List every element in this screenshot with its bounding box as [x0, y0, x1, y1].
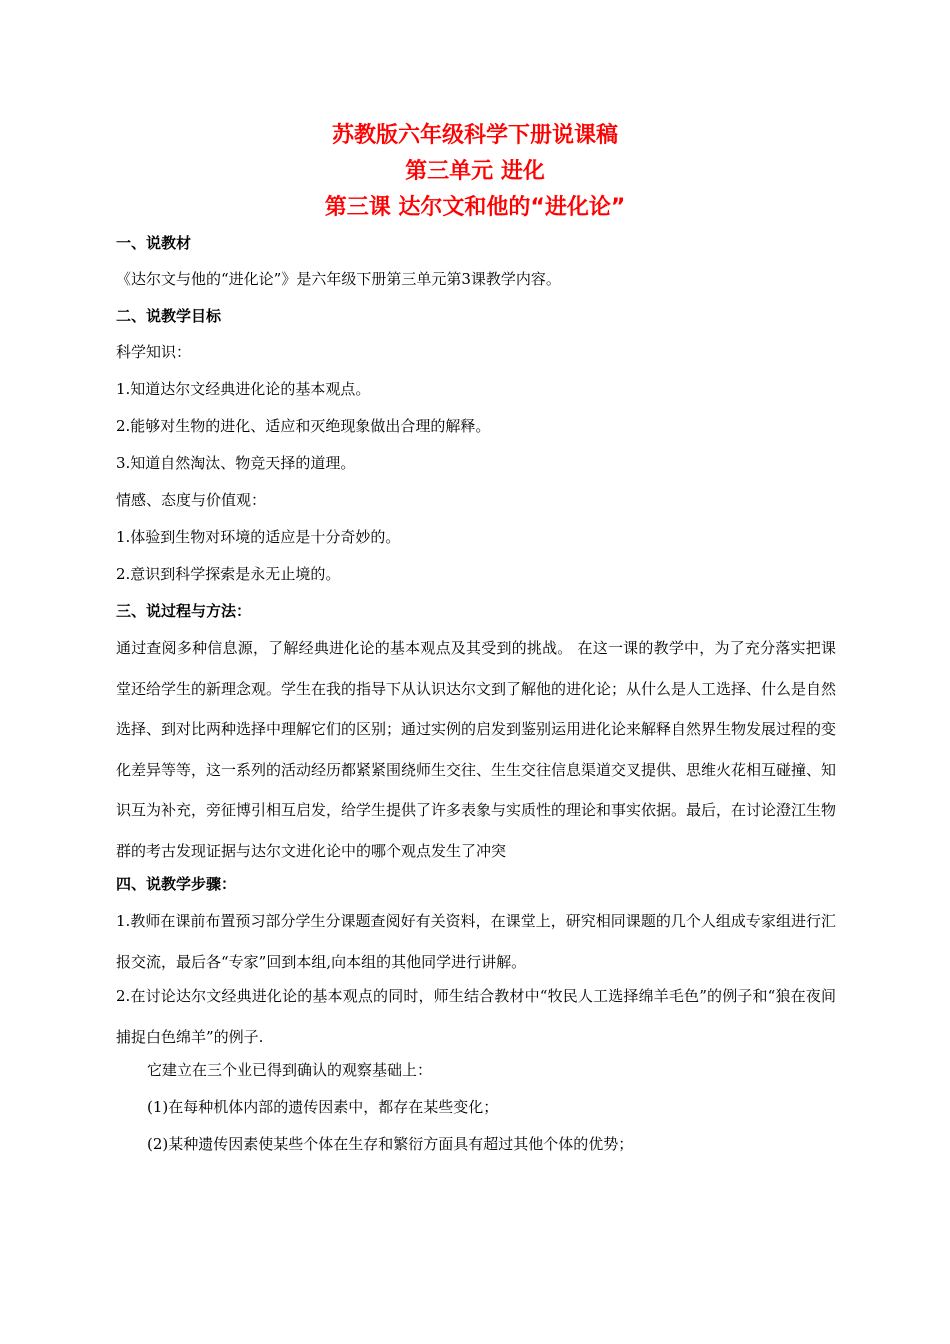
knowledge-item: 1.知道达尔文经典进化论的基本观点。 — [116, 380, 371, 398]
knowledge-item: 2.能够对生物的进化、适应和灭绝现象做出合理的解释。 — [116, 417, 491, 435]
document-body — [116, 232, 836, 1170]
basis-item: (2)某种遗传因素使某些个体在生存和繁衍方面具有超过其他个体的优势； — [147, 1135, 634, 1153]
emotion-item: 1.体验到生物对环境的适应是十分奇妙的。 — [116, 528, 401, 546]
section-heading-textbook: 一、说教材 — [116, 234, 192, 252]
section-heading-process: 三、说过程与方法： — [116, 602, 252, 620]
step-paragraph: 1.教师在课前布置预习部分学生分课题查阅好有关资料，在课堂上，研究相同课题的几个人组成专家组进行汇报交流，最后各“专家”回到本组,向本组的其他同学进行讲解。 — [116, 912, 836, 971]
basis-item: (1)在每种机体内部的遗传因素中，都存在某些变化； — [147, 1098, 499, 1116]
step-paragraph: 2.在讨论达尔文经典进化论的基本观点的同时，师生结合教材中“牧民人工选择绵羊毛色”的例子和“狼在夜间捕捉白色绵羊”的例子. — [116, 987, 836, 1046]
lesson-title: 第三课 达尔文和他的“进化论” — [324, 195, 626, 220]
section-heading-steps: 四、说教学步骤： — [116, 875, 237, 893]
textbook-description: 《达尔文与他的“进化论”》是六年级下册第三单元第3课教学内容。 — [116, 270, 561, 288]
emotion-item: 2.意识到科学探索是永无止境的。 — [116, 565, 341, 583]
section-heading-objectives: 二、说教学目标 — [116, 307, 222, 325]
title-block — [0, 118, 950, 226]
unit-title: 第三单元 进化 — [405, 159, 545, 184]
process-paragraph: 通过查阅多种信息源，了解经典进化论的基本观点及其受到的挑战。 在这一课的教学中，为了充分落实把课堂还给学生的新理念观。学生在我的指导下从认识达尔文到了解他的进化论；从什么是人工选择、什么是自然选择、到对比两种选择中理解它们的区别；通过实例的启发到鉴别运用进化论来解释自然界生物发展过程的变化差异等等，这一系列的活动经历都紧紧围绕师生交往、生生交往信息渠道交叉提供、思维火花相互碰撞、知识互为补充，旁征博引相互启发，给学生提供了许多表象与实质性的理论和事实依据。最后，在讨论澄江生物群的考古发现证据与达尔文进化论中的哪个观点发生了冲突 — [116, 639, 837, 860]
document-title: 苏教版六年级科学下册说课稿 — [331, 123, 618, 148]
knowledge-item: 3.知道自然淘汰、物竞天择的道理。 — [116, 454, 356, 472]
basis-intro: 它建立在三个业已得到确认的观察基础上： — [147, 1061, 433, 1079]
knowledge-label: 科学知识： — [116, 343, 192, 361]
emotion-label: 情感、态度与价值观： — [116, 491, 267, 509]
